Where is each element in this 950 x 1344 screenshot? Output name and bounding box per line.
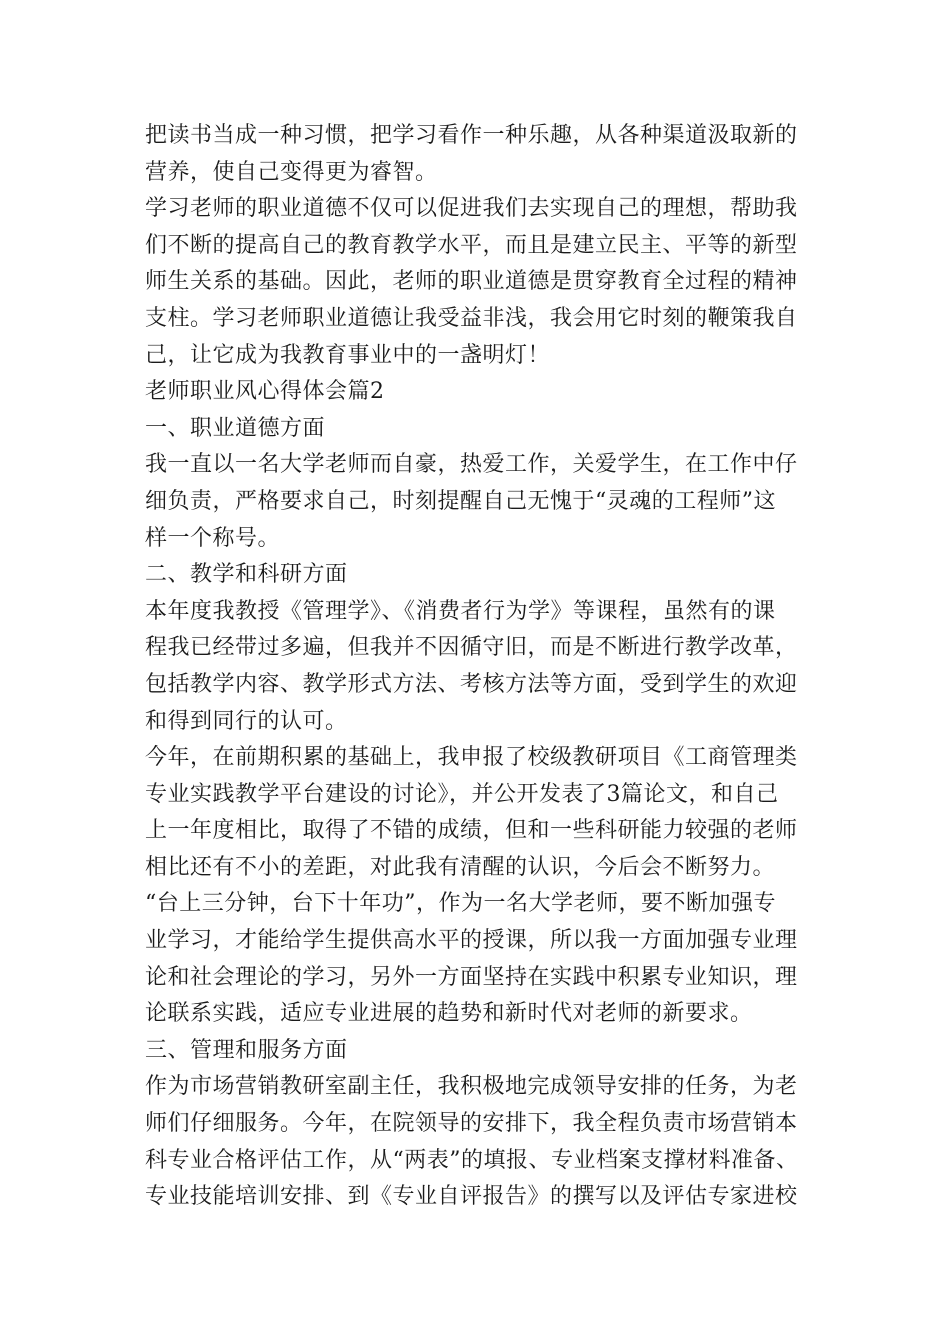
text-line: 论和社会理论的学习，另外一方面坚持在实践中积累专业知识，理: [145, 964, 798, 990]
text-line: 科专业合格评估工作，从“两表”的填报、专业档案支撑材料准备、: [145, 1147, 799, 1173]
text-line: 营养，使自己变得更为睿智。: [145, 159, 438, 185]
text-line: 和得到同行的认可。: [145, 708, 348, 734]
text-line: “台上三分钟，台下十年功”，作为一名大学老师，要不断加强专: [145, 891, 776, 917]
text-line: 支柱。学习老师职业道德让我受益非浅，我会用它时刻的鞭策我自: [145, 305, 798, 331]
text-line: 业学习，才能给学生提供高水平的授课，所以我一方面加强专业理: [145, 928, 798, 954]
text-line: 相比还有不小的差距，对此我有清醒的认识，今后会不断努力。: [145, 854, 776, 880]
text-line: 师生关系的基础。因此，老师的职业道德是贯穿教育全过程的精神: [145, 269, 798, 295]
text-line: 包括教学内容、教学形式方法、考核方法等方面，受到学生的欢迎: [145, 671, 798, 697]
subsection-heading: 一、职业道德方面: [145, 415, 326, 441]
text-line: 样一个称号。: [145, 525, 281, 551]
subsection-heading: 三、管理和服务方面: [145, 1037, 348, 1063]
text-line: 上一年度相比，取得了不错的成绩，但和一些科研能力较强的老师: [145, 818, 798, 844]
text-line: 学习老师的职业道德不仅可以促进我们去实现自己的理想，帮助我: [145, 196, 798, 222]
text-line: 本年度我教授《管理学》、《消费者行为学》等课程，虽然有的课: [145, 598, 776, 624]
text-line: 作为市场营销教研室副主任，我积极地完成领导安排的任务，为老: [145, 1074, 798, 1100]
text-line: 论联系实践，适应专业进展的趋势和新时代对老师的新要求。: [145, 1001, 753, 1027]
text-line: 己，让它成为我教育事业中的一盏明灯！: [145, 342, 551, 368]
text-line: 把读书当成一种习惯，把学习看作一种乐趣，从各种渠道汲取新的: [145, 123, 798, 148]
text-line: 程我已经带过多遍，但我并不因循守旧，而是不断进行教学改革，: [145, 635, 798, 661]
text-line: 专业实践教学平台建设的讨论》，并公开发表了3篇论文，和自己: [145, 781, 779, 807]
subsection-heading: 二、教学和科研方面: [145, 562, 348, 588]
text-line: 今年，在前期积累的基础上，我申报了校级教研项目《工商管理类: [145, 745, 798, 771]
text-line: 我一直以一名大学老师而自豪，热爱工作，关爱学生，在工作中仔: [145, 452, 798, 478]
section-heading: 老师职业风心得体会篇2: [145, 379, 385, 405]
text-line: 细负责，严格要求自己，时刻提醒自己无愧于“灵魂的工程师”这: [145, 488, 776, 514]
document-body: [145, 118, 815, 1216]
text-line: 专业技能培训安排、到《专业自评报告》的撰写以及评估专家进校: [145, 1184, 798, 1210]
text-line: 师们仔细服务。今年，在院领导的安排下，我全程负责市场营销本: [145, 1111, 798, 1137]
text-line: 们不断的提高自己的教育教学水平，而且是建立民主、平等的新型: [145, 232, 798, 258]
